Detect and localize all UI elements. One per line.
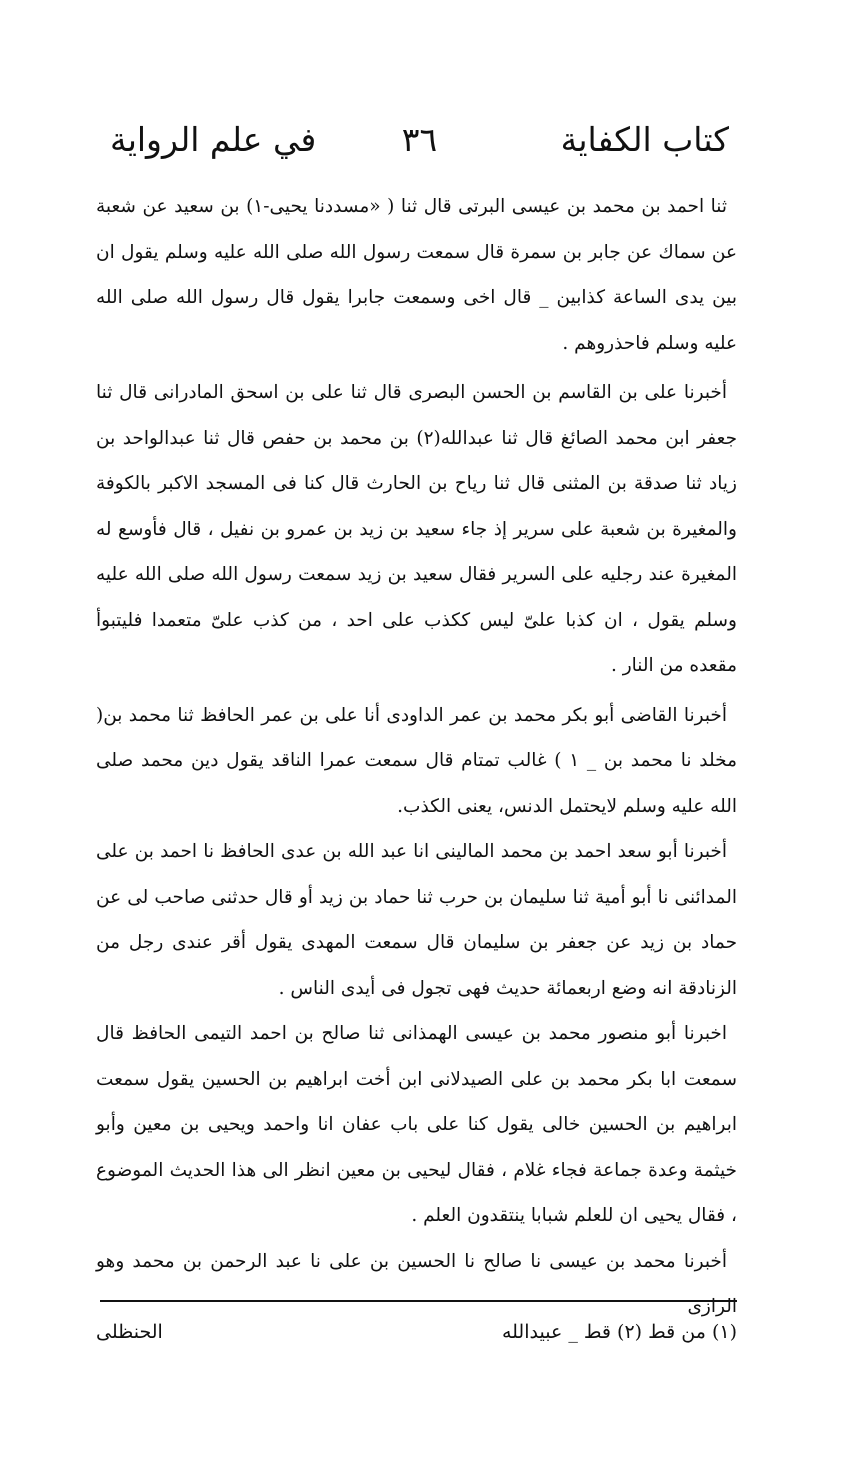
paragraph-4: أخبرنا أبو سعد احمد بن محمد المالينى انا عبد الله بن عدى الحافظ نا احمد بن على المدائنى نا أبو أمية ثنا سليمان بن حرب ثنا حماد بن زيد أو قال حدثنى صاحب لى عن حماد بن زيد عن جعفر بن سليمان قال سمعت المهدى يقول أقر عندى رجل من الزنادقة انه وضع اربعمائة حديث فهى تجول فى أيدى الناس .	[96, 841, 737, 999]
paragraph-3: أخبرنا القاضى أبو بكر محمد بن عمر الداودى أنا على بن عمر الحافظ ثنا محمد بن( مخلد نا محمد بن _ ١ ) غالب تمتام قال سمعت عمرا الناقد يقول دين محمد صلى الله عليه وسلم لايحتمل الدنس، يعنى الكذب.	[96, 704, 737, 817]
body-text	[96, 184, 737, 1330]
running-head	[110, 112, 729, 172]
footnote-divider	[100, 1300, 737, 1302]
book-subtitle: في علم الرواية	[110, 120, 317, 159]
paragraph-5: اخبرنا أبو منصور محمد بن عيسى الهمذانى ثنا صالح بن احمد التيمى الحافظ قال سمعت ابا بكر محمد بن على الصيدلانى ابن أخت ابراهيم بن الحسين يقول سمعت ابراهيم بن الحسين خالى يقول كنا على باب عفان انا واحمد ويحيى بن معين وأبو خيثمة وعدة جماعة فجاء غلام ، فقال ليحيى بن معين انظر الى هذا الحديث الموضوع ، فقال يحيى ان للعلم شبابا ينتقدون العلم .	[96, 1023, 737, 1226]
catchword: الحنظلى	[96, 1321, 163, 1343]
paragraph-2: أخبرنا على بن القاسم بن الحسن البصرى قال ثنا على بن اسحق المادرانى قال ثنا جعفر ابن محمد الصائغ قال ثنا عبدالله(٢) بن محمد بن حفص قال ثنا عبدالواحد بن زياد ثنا صدقة بن المثنى قال ثنا رياح بن الحارث قال كنا فى المسجد الاكبر بالكوفة والمغيرة بن شعبة على سرير إذ جاء سعيد بن زيد بن عمرو بن نفيل ، قال فأوسع له المغيرة عند رجليه على السرير فقال سعيد بن زيد سمعت رسول الله صلى الله عليه وسلم يقول ، ان كذبا علىّ ليس ككذب على احد ، من كذب علىّ متعمدا فليتبوأ مقعده من النار .	[96, 382, 738, 676]
page-number: ٣٦	[401, 120, 438, 159]
paragraph-1: ثنا احمد بن محمد بن عيسى البرتى قال ثنا ( «مسددنا يحيى-١) بن سعيد عن شعبة عن سماك عن جابر بن سمرة قال سمعت رسول الله صلى الله عليه وسلم يقول ان بين يدى الساعة كذابين _ قال اخى وسمعت جابرا يقول قال رسول الله صلى الله عليه وسلم فاحذروهم .	[96, 196, 737, 354]
paragraph-6: أخبرنا محمد بن عيسى نا صالح نا الحسين بن على نا عبد الرحمن بن محمد وهو الرازى	[96, 1250, 737, 1317]
footnote-notes: (١) من قط (٢) قط _ عبيدالله	[501, 1321, 737, 1343]
book-title: كتاب الكفاية	[560, 120, 729, 159]
